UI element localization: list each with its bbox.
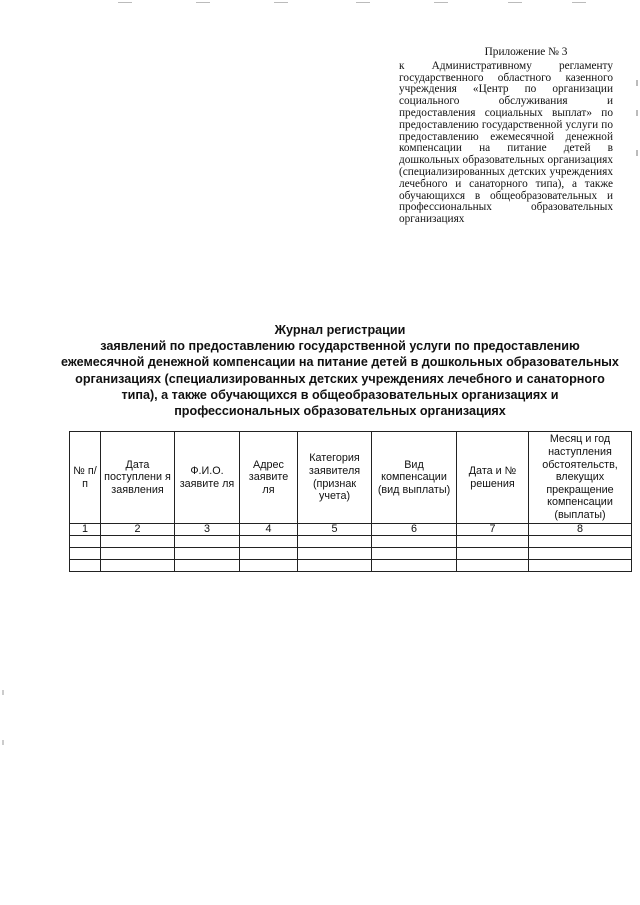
table-cell (175, 536, 240, 548)
table-cell (457, 548, 529, 560)
column-header: Вид компенсации (вид выплаты) (372, 432, 457, 524)
column-number: 7 (457, 524, 529, 536)
table-cell (240, 548, 298, 560)
table-cell (298, 560, 372, 572)
table-cell (101, 560, 175, 572)
table-cell (457, 536, 529, 548)
scan-edge-marks (0, 0, 640, 8)
table-cell (175, 548, 240, 560)
table-cell (101, 536, 175, 548)
journal-title-line1: Журнал регистрации (274, 323, 406, 337)
table-cell (457, 560, 529, 572)
column-number: 3 (175, 524, 240, 536)
table-row (70, 560, 632, 572)
scan-side-mark (636, 110, 638, 116)
table-cell (240, 560, 298, 572)
column-number: 6 (372, 524, 457, 536)
column-number: 2 (101, 524, 175, 536)
table-cell (101, 548, 175, 560)
column-header: № п/п (70, 432, 101, 524)
table-cell (175, 560, 240, 572)
table-cell (70, 560, 101, 572)
column-number-row (70, 524, 632, 536)
scan-side-mark (636, 150, 638, 156)
table-cell (298, 536, 372, 548)
journal-title-line2: заявлений по предоставлению государственной услуги по предоставлению ежемесячной денежной компенсации на питание детей в дошкольных образовательных организациях (специализированных детских учреждениях лечебного и санаторного типа), а также обучающихся в общеобразовательных организациях и профессиональных образовательных организациях (61, 339, 619, 419)
appendix-heading: Приложение № 3 (484, 46, 568, 58)
scan-side-mark (2, 690, 4, 695)
column-header: Адрес заявите ля (240, 432, 298, 524)
table-row (70, 536, 632, 548)
table-cell (529, 548, 632, 560)
table-header-row (70, 432, 632, 524)
scan-side-mark (2, 740, 4, 745)
table-cell (298, 548, 372, 560)
appendix-note (399, 47, 613, 226)
column-number: 1 (70, 524, 101, 536)
column-number: 8 (529, 524, 632, 536)
appendix-text: к Административному регламенту государственного областного казенного учреждения «Центр по организации социального обслуживания и предоставления социальных выплат» по предоставлению государственной услуги по предоставлению ежемесячной денежной компенсации на питание детей в дошкольных образовательных организациях (специализированных детских учреждениях лечебного и санаторного типа), а также обучающихся в общеобразовательных и профессиональных образовательных организациях (399, 59, 613, 226)
column-header: Месяц и год наступления обстоятельств, влекущих прекращение компенсации (выплаты) (529, 432, 632, 524)
table-cell (529, 536, 632, 548)
table-cell (372, 548, 457, 560)
journal-title (60, 322, 620, 419)
table-cell (372, 560, 457, 572)
scan-side-mark (636, 80, 638, 86)
column-header: Дата поступлени я заявления (101, 432, 175, 524)
table-cell (372, 536, 457, 548)
column-number: 4 (240, 524, 298, 536)
table-cell (240, 536, 298, 548)
column-header: Категория заявителя (признак учета) (298, 432, 372, 524)
registration-table (69, 431, 632, 572)
table-cell (70, 548, 101, 560)
column-header: Дата и № решения (457, 432, 529, 524)
table-cell (529, 560, 632, 572)
column-header: Ф.И.О. заявите ля (175, 432, 240, 524)
table-row (70, 548, 632, 560)
column-number: 5 (298, 524, 372, 536)
table-cell (70, 536, 101, 548)
